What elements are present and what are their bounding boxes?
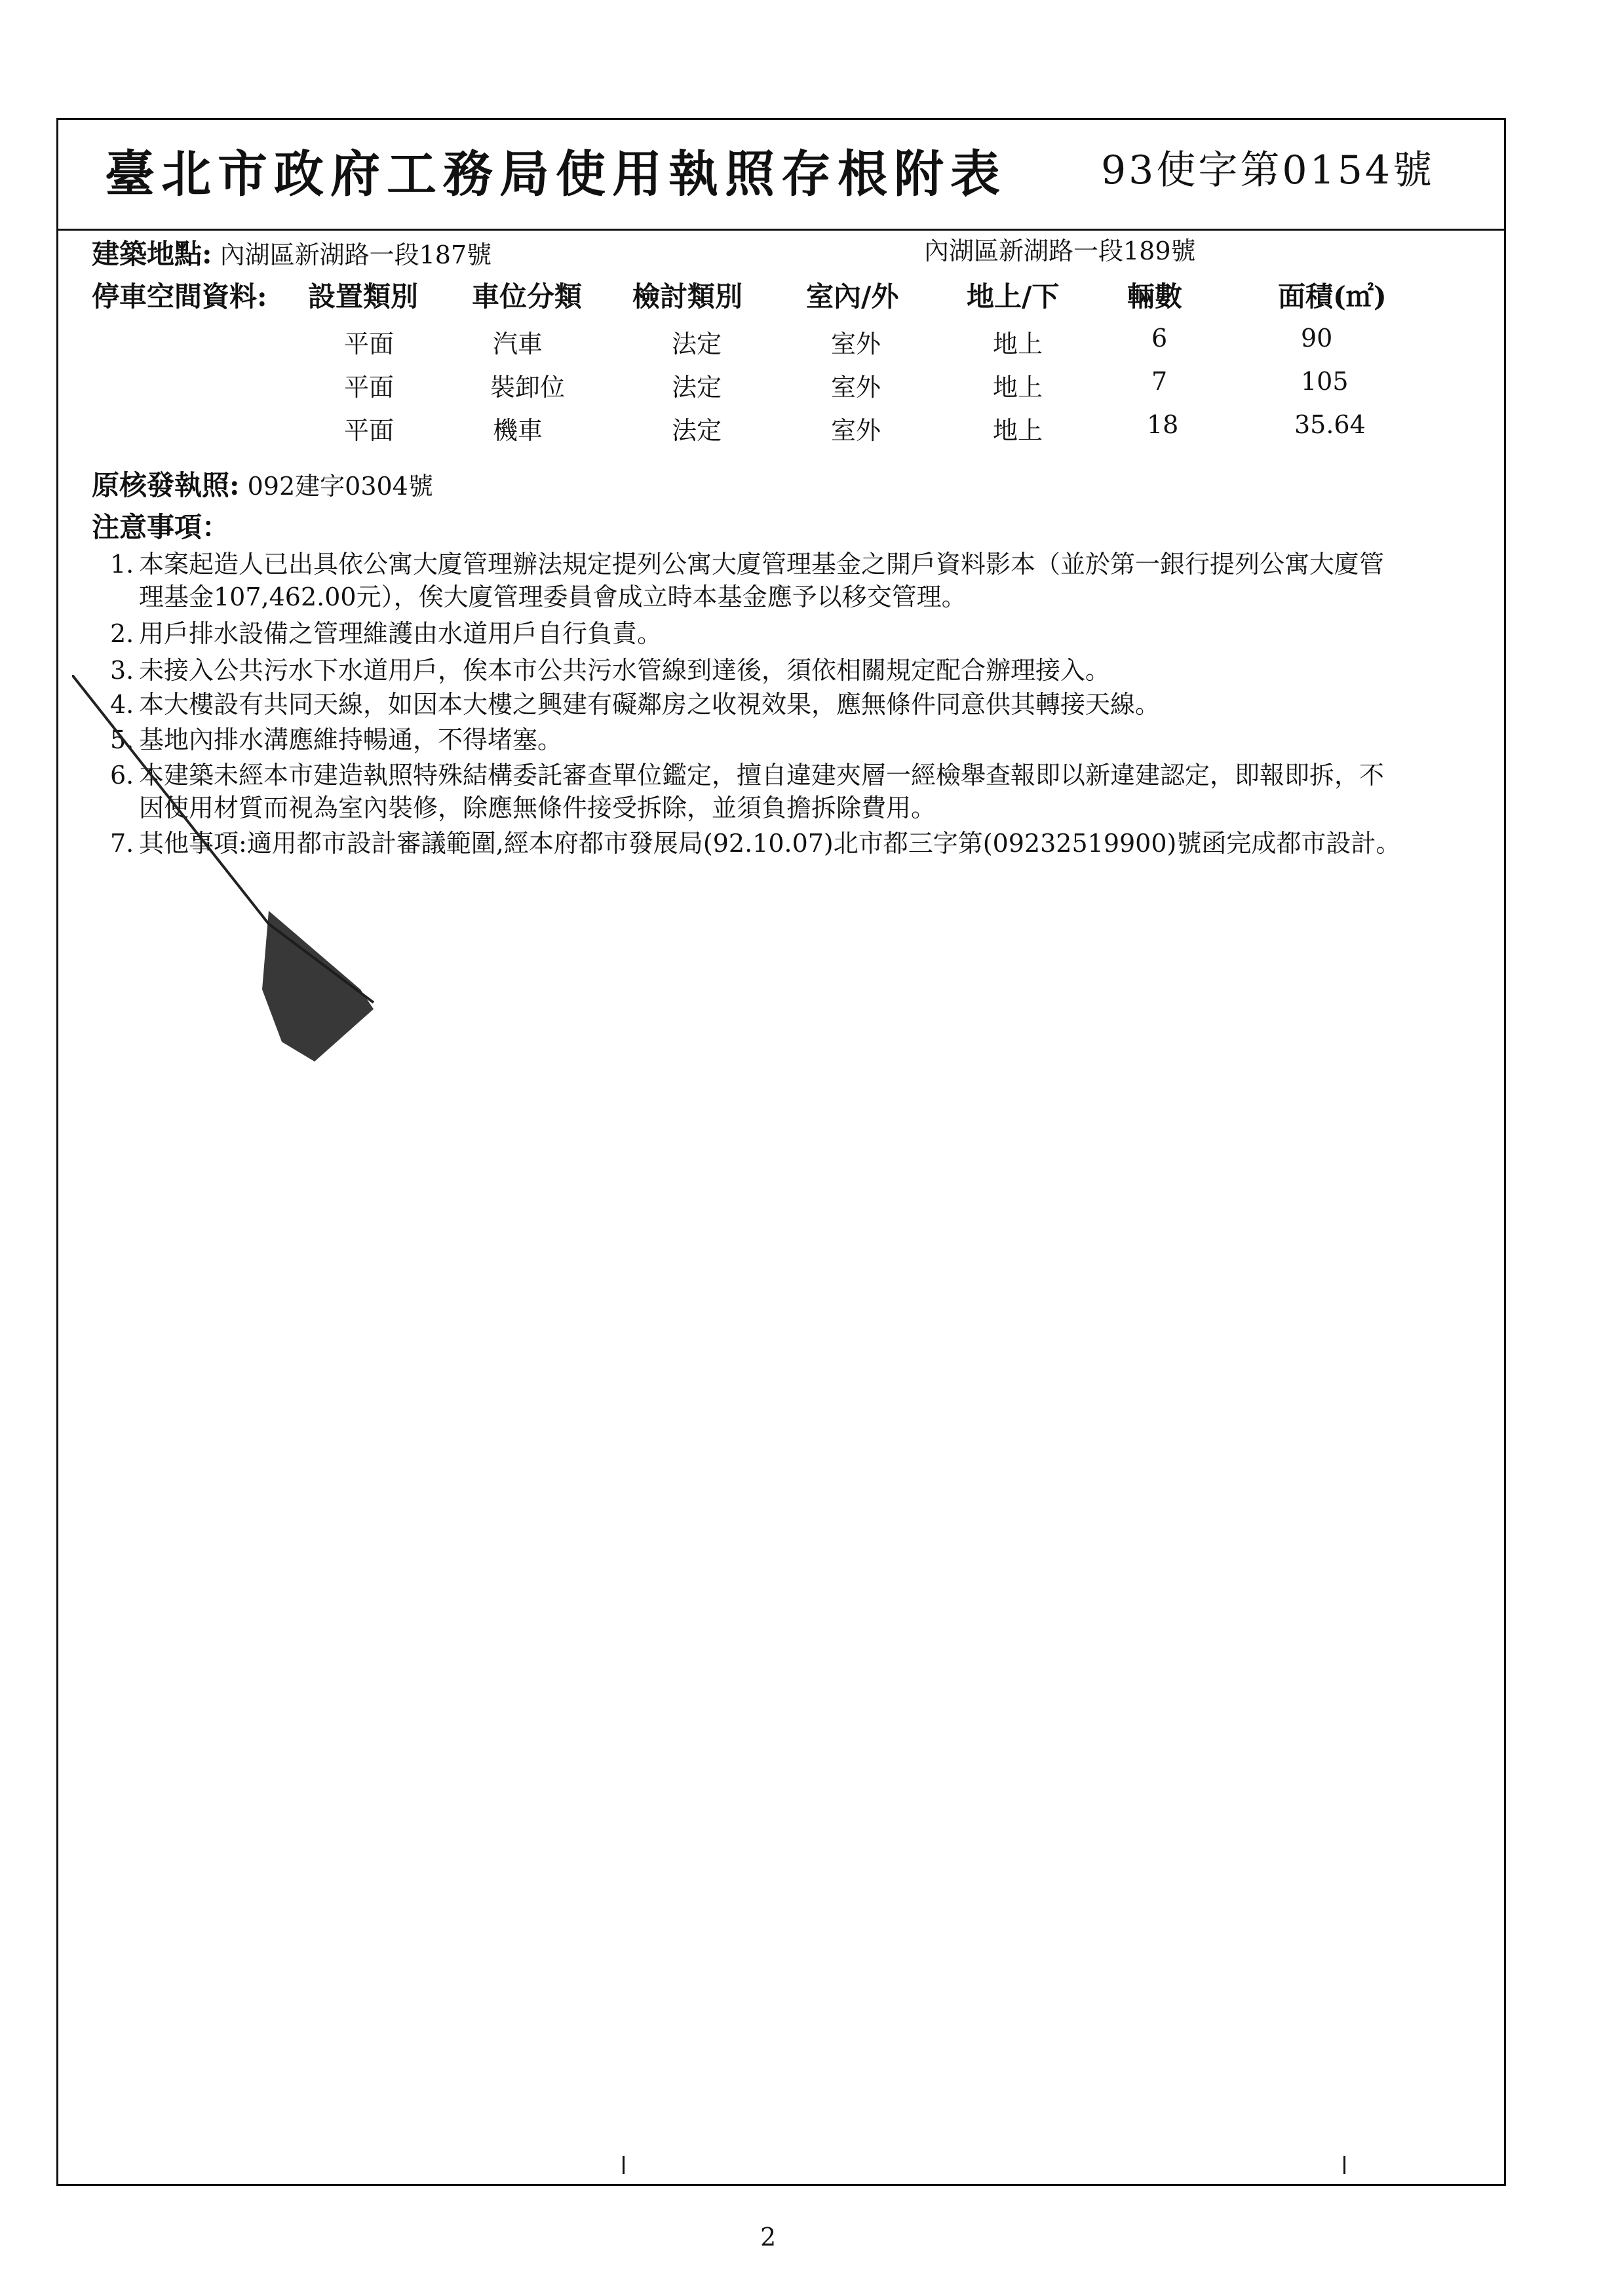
note-item-4: 4. 本大樓設有共同天線，如因本大樓之興建有礙鄰房之收視效果，應無條件同意供其轉接天線。 xyxy=(110,690,1161,719)
address-line xyxy=(92,233,492,272)
permit-number: 93使字第0154號 xyxy=(1101,147,1435,193)
cell-space: 汽車 xyxy=(493,330,543,358)
cell-count: 6 xyxy=(1151,324,1168,353)
bottom-tick-mark xyxy=(1343,2156,1345,2174)
cell-space: 機車 xyxy=(493,416,543,445)
col-review-type: 檢討類別 xyxy=(632,280,743,313)
cell-count: 18 xyxy=(1147,410,1179,439)
col-above-below: 地上/下 xyxy=(967,280,1060,313)
cell-space: 裝卸位 xyxy=(490,373,566,402)
cell-level: 地上 xyxy=(993,330,1043,358)
parking-label: 停車空間資料: xyxy=(92,280,267,313)
col-indoor-outdoor: 室內/外 xyxy=(806,280,899,313)
cell-count: 7 xyxy=(1151,367,1168,396)
cell-in-out: 室外 xyxy=(831,373,881,402)
bottom-tick-mark xyxy=(623,2156,625,2174)
scan-smudge xyxy=(256,911,374,1062)
cell-area: 105 xyxy=(1301,367,1349,396)
note-item-6: 6. 本建築未經本市建造執照特殊結構委託審查單位鑑定，擅自違建夾層一經檢舉查報即以新違建認定，即報即拆，不 xyxy=(110,761,1385,790)
cell-area: 90 xyxy=(1301,324,1333,353)
page-number: 2 xyxy=(760,2223,777,2251)
cell-in-out: 室外 xyxy=(831,416,881,445)
document-title: 臺北市政府工務局使用執照存根附表 xyxy=(105,145,1007,203)
note-item-6-cont: 因使用材質而視為室內裝修，除應無條件接受拆除，並須負擔拆除費用。 xyxy=(139,794,936,822)
cell-level: 地上 xyxy=(993,416,1043,445)
address-label: 建築地點: xyxy=(92,238,212,270)
cell-setup: 平面 xyxy=(344,416,395,445)
cell-setup: 平面 xyxy=(344,330,395,358)
original-permit-line xyxy=(92,464,433,503)
col-count: 輛數 xyxy=(1127,280,1183,313)
note-item-3: 3. 未接入公共污水下水道用戶，俟本市公共污水管線到達後，須依相關規定配合辦理接入。 xyxy=(110,656,1111,685)
note-item-1: 1. 本案起造人已出具依公寓大廈管理辦法規定提列公寓大廈管理基金之開戶資料影本（並於第一銀行提列公寓大廈管 xyxy=(110,550,1385,579)
notes-heading: 注意事項： xyxy=(92,511,230,543)
cell-review: 法定 xyxy=(672,373,722,402)
cell-review: 法定 xyxy=(672,416,722,445)
original-permit-value: 092建字0304號 xyxy=(247,472,433,501)
note-item-5: 5. 基地內排水溝應維持暢通，不得堵塞。 xyxy=(110,725,563,754)
cell-level: 地上 xyxy=(993,373,1043,402)
original-permit-label: 原核發執照: xyxy=(92,469,240,501)
note-item-1-cont: 理基金107,462.00元），俟大廈管理委員會成立時本基金應予以移交管理。 xyxy=(139,583,967,611)
cell-setup: 平面 xyxy=(344,373,395,402)
address-value-1: 內湖區新湖路一段187號 xyxy=(220,240,492,269)
cell-in-out: 室外 xyxy=(831,330,881,358)
col-setup-type: 設置類別 xyxy=(308,280,419,313)
note-item-7: 7. 其他事項:適用都市設計審議範圍,經本府都市發展局(92.10.07)北市都三字第(09232519900)號函完成都市設計。 xyxy=(110,829,1401,858)
cell-area: 35.64 xyxy=(1294,410,1366,439)
note-item-2: 2. 用戶排水設備之管理維護由水道用戶自行負責。 xyxy=(110,619,663,648)
address-value-2: 內湖區新湖路一段189號 xyxy=(924,237,1196,265)
document-frame xyxy=(56,118,1506,2186)
col-area: 面積(㎡) xyxy=(1278,280,1387,313)
col-space-type: 車位分類 xyxy=(472,280,583,313)
cell-review: 法定 xyxy=(672,330,722,358)
